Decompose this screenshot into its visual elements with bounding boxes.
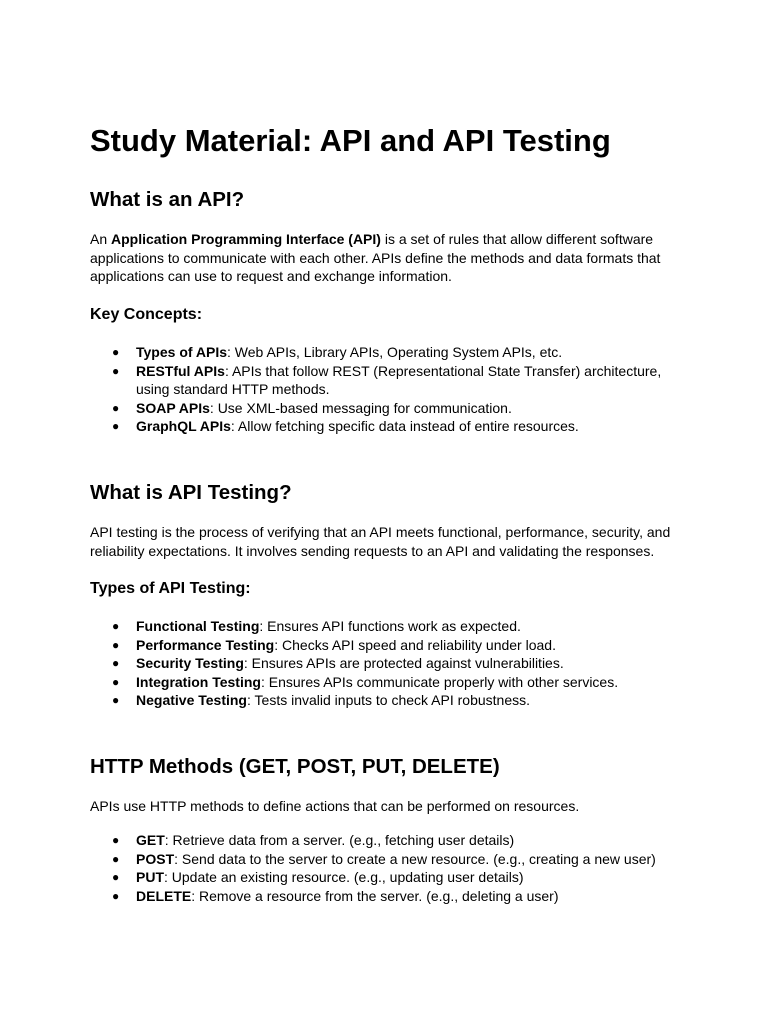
list-item bbox=[90, 673, 690, 692]
list-item-desc: : Tests invalid inputs to check API robustness. bbox=[247, 692, 531, 709]
bullet-icon: ● bbox=[112, 400, 120, 415]
http-methods-list bbox=[90, 831, 690, 905]
bullet-icon: ● bbox=[112, 888, 120, 903]
types-of-api-testing-heading: Types of API Testing: bbox=[90, 580, 251, 597]
list-item-desc: : Allow fetching specific data instead of entire resources. bbox=[230, 418, 579, 435]
key-concepts-list bbox=[90, 343, 690, 436]
list-item bbox=[90, 399, 690, 418]
section-heading-what-is-api: What is an API? bbox=[90, 188, 245, 211]
api-intro-prefix: An bbox=[90, 231, 112, 247]
bullet-icon: ● bbox=[112, 637, 120, 652]
list-item-term: Types of APIs bbox=[136, 344, 228, 360]
list-item-term: GET bbox=[136, 832, 165, 848]
list-item-term: DELETE bbox=[136, 887, 192, 904]
list-item-desc: : Ensures APIs are protected against vulnerabilities. bbox=[243, 655, 564, 672]
section-heading-what-is-api-testing: What is API Testing? bbox=[90, 481, 292, 504]
list-item-desc: : Update an existing resource. (e.g., updating user details) bbox=[164, 869, 524, 886]
list-item bbox=[90, 617, 690, 636]
list-item-desc: : Checks API speed and reliability under load. bbox=[274, 636, 556, 653]
bullet-icon: ● bbox=[112, 656, 120, 671]
list-item bbox=[90, 362, 690, 399]
bullet-icon: ● bbox=[112, 870, 120, 885]
api-testing-intro-paragraph: API testing is the process of verifying that an API meets functional, performance, security, and reliability expectations. It involves sending requests to an API and validating the responses. bbox=[90, 524, 671, 559]
list-item-term: POST bbox=[136, 850, 175, 867]
list-item bbox=[90, 654, 690, 673]
list-item-term: Security Testing bbox=[136, 655, 244, 672]
bullet-icon: ● bbox=[112, 419, 120, 434]
list-item bbox=[90, 850, 690, 869]
list-item-desc: : Retrieve data from a server. (e.g., fetching user details) bbox=[164, 832, 515, 848]
list-item-term: RESTful APIs bbox=[136, 362, 225, 379]
list-item-term: Integration Testing bbox=[136, 673, 261, 690]
list-item bbox=[90, 417, 690, 436]
bullet-icon: ● bbox=[112, 693, 120, 708]
list-item-desc: : APIs that follow REST (Representational State Transfer) architecture, using standard HTTP methods. bbox=[136, 362, 662, 398]
api-intro-paragraph bbox=[90, 230, 680, 286]
section-heading-http-methods: HTTP Methods (GET, POST, PUT, DELETE) bbox=[90, 755, 500, 778]
list-item-term: Functional Testing bbox=[136, 618, 260, 634]
page-title: Study Material: API and API Testing bbox=[90, 123, 611, 158]
list-item bbox=[90, 887, 690, 906]
list-item-desc: : Ensures API functions work as expected. bbox=[259, 618, 521, 634]
bullet-icon: ● bbox=[112, 833, 120, 847]
list-item-term: Negative Testing bbox=[136, 692, 247, 709]
bullet-icon: ● bbox=[112, 345, 120, 359]
list-item-desc: : Use XML-based messaging for communication. bbox=[209, 399, 512, 416]
bullet-icon: ● bbox=[112, 363, 120, 378]
list-item bbox=[90, 343, 690, 362]
list-item-term: PUT bbox=[136, 869, 164, 886]
list-item bbox=[90, 691, 690, 710]
api-intro-text: is a set of rules that allow different software applications to communicate with each other. APIs define the methods and data formats that applications can use to request and exchange information. bbox=[90, 231, 661, 285]
testing-types-list bbox=[90, 617, 690, 710]
list-item-desc: : Web APIs, Library APIs, Operating System APIs, etc. bbox=[227, 344, 563, 360]
list-item bbox=[90, 868, 690, 887]
bullet-icon: ● bbox=[112, 619, 120, 633]
api-intro-term: Application Programming Interface (API) bbox=[111, 231, 381, 247]
key-concepts-heading: Key Concepts: bbox=[90, 306, 203, 323]
list-item bbox=[90, 831, 690, 850]
list-item-term: Performance Testing bbox=[136, 636, 275, 653]
bullet-icon: ● bbox=[112, 674, 120, 689]
list-item-desc: : Send data to the server to create a new resource. (e.g., creating a new user) bbox=[174, 850, 656, 867]
bullet-icon: ● bbox=[112, 851, 120, 866]
http-methods-intro-paragraph: APIs use HTTP methods to define actions that can be performed on resources. bbox=[90, 798, 580, 814]
list-item-desc: : Ensures APIs communicate properly with other services. bbox=[260, 673, 619, 690]
list-item-desc: : Remove a resource from the server. (e.g., deleting a user) bbox=[191, 887, 559, 904]
list-item bbox=[90, 636, 690, 655]
list-item-term: GraphQL APIs bbox=[136, 418, 231, 435]
list-item-term: SOAP APIs bbox=[136, 399, 210, 416]
